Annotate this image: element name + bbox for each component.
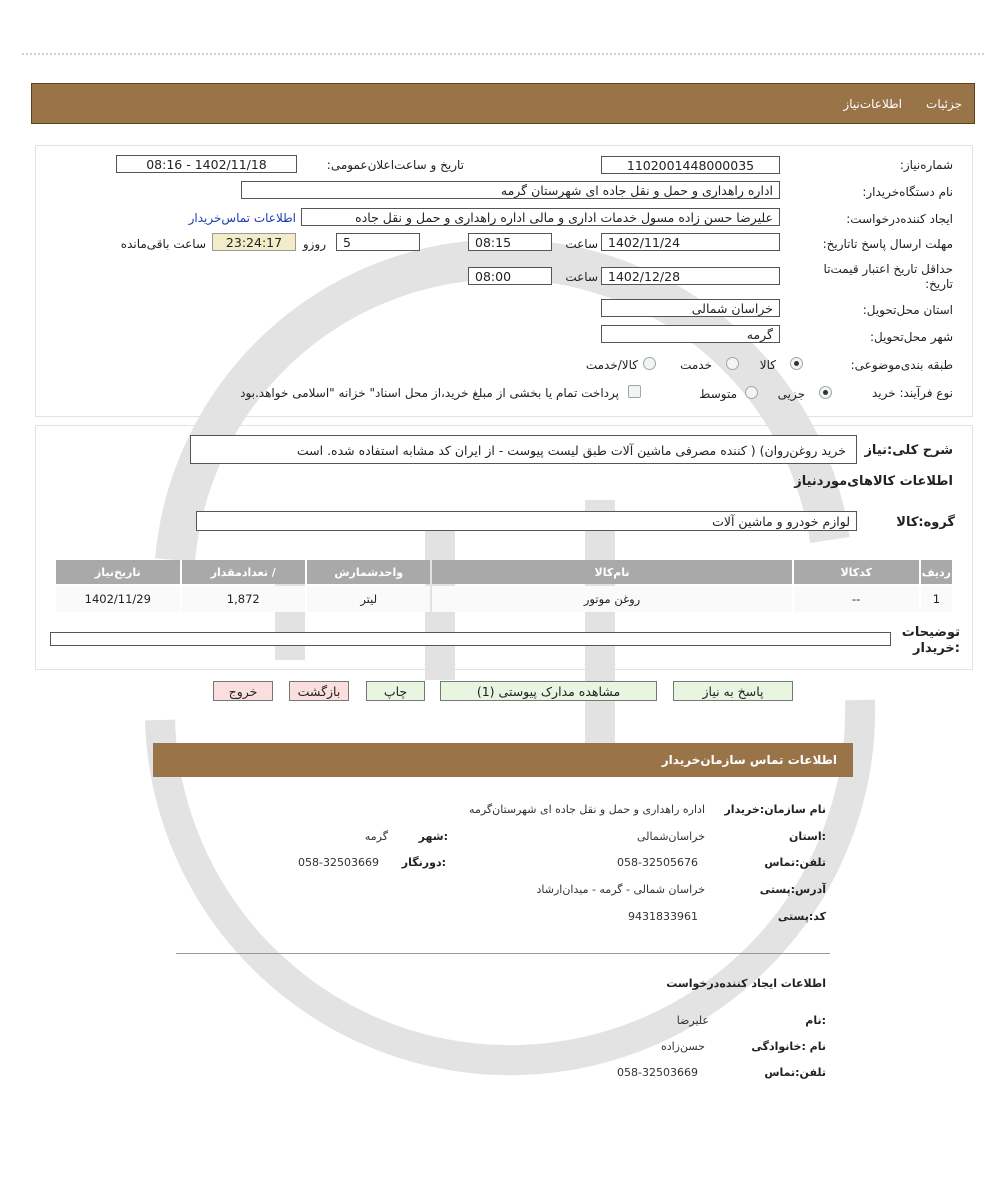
tab-need-info[interactable]: اطلاعات‌نیاز (843, 97, 902, 111)
col-row: ردیف (921, 560, 952, 584)
goods-table (54, 558, 954, 614)
contact-phone-label: تلفن‌:تماس (764, 856, 826, 869)
contact-city-label: :شهر (418, 830, 448, 843)
contact-title: اطلاعات تماس سازمان‌خریدار (661, 753, 837, 767)
creator-field[interactable]: علیرضا حسن زاده مسول خدمات اداری و مالی اداره راهداری و حمل و نقل جاده (301, 208, 780, 226)
reply-button[interactable]: پاسخ به نیاز (673, 681, 793, 701)
creator-family-value: حسن‌زاده (660, 1040, 705, 1053)
goods-info-title: اطلاعات کالاهای‌موردنیاز (794, 474, 953, 489)
col-unit: واحدشمارش (307, 560, 431, 584)
contact-divider (176, 953, 830, 954)
radio-goods-service[interactable] (643, 357, 656, 370)
postal-value: 9431833961 (628, 910, 698, 923)
cell-code: -- (794, 586, 919, 612)
validity-time-field[interactable]: 08:00 (468, 267, 552, 285)
remaining-time: 23:24:17 (212, 233, 296, 251)
radio-small[interactable] (819, 386, 832, 399)
radio-goods[interactable] (790, 357, 803, 370)
attachments-button[interactable]: مشاهده مدارک پیوستی (1) (440, 681, 657, 701)
contact-city-value: گرمه (364, 830, 388, 843)
creator-name-label: :نام (805, 1014, 826, 1027)
buyer-notes-field[interactable] (50, 632, 891, 646)
category-label: طبقه بندی‌موضوعی: (850, 358, 953, 372)
payment-note: پرداخت تمام یا بخشی از مبلغ خرید،از محل اسناد" خزانه "اسلامی خواهد.بود (240, 386, 619, 400)
address-value: خراسان شمالی - گرمه - میدان‌ارشاد (536, 883, 705, 896)
exit-button[interactable]: خروج (213, 681, 273, 701)
payment-checkbox[interactable] (628, 385, 641, 398)
creator-family-label: نام :خانوادگی (751, 1040, 826, 1053)
radio-medium-label: متوسط (699, 387, 737, 401)
page-header (31, 83, 975, 124)
group-label: گروه‌:کالا (896, 515, 955, 530)
table-row (56, 586, 952, 612)
need-number-label: شماره‌نیاز: (899, 158, 953, 172)
deadline-time-label: ساعت (565, 237, 598, 251)
validity-time-label: ساعت (565, 270, 598, 284)
buyer-label: نام دستگاه‌خریدار: (862, 185, 953, 199)
radio-goods-service-label: کالا/خدمت (585, 358, 638, 372)
process-label: نوع فرآیند: خرید (872, 386, 953, 400)
radio-small-label: جزیی (777, 387, 805, 401)
col-date: تاریخ‌نیاز (56, 560, 180, 584)
cell-name: روغن موتور (432, 586, 791, 612)
days-field[interactable]: 5 (336, 233, 420, 251)
print-button[interactable]: چاپ (366, 681, 425, 701)
announce-label: تاریخ و ساعت‌اعلان‌عمومی: (326, 158, 464, 172)
cell-row: 1 (921, 586, 952, 612)
province-field[interactable]: خراسان شمالی (601, 299, 780, 317)
cell-qty: 1,872 (182, 586, 305, 612)
days-label: روزو (302, 237, 326, 251)
contact-info-link[interactable]: اطلاعات تماس‌خریدار (188, 211, 296, 225)
province-label: استان محل‌تحویل: (862, 303, 953, 317)
creator-phone-label: تلفن‌:تماس (764, 1066, 826, 1079)
need-number-field[interactable]: 1102001448000035 (601, 156, 780, 174)
contact-fax-label: :دورنگار (401, 856, 446, 869)
col-qty: / تعدادمقدار (182, 560, 305, 584)
validity-date-field[interactable]: 1402/12/28 (601, 267, 780, 285)
buyer-notes-label: توضیحات :خریدار (901, 625, 960, 656)
back-button[interactable]: بازگشت (289, 681, 349, 701)
contact-province-label: :استان (789, 830, 826, 843)
cell-date: 1402/11/29 (56, 586, 180, 612)
radio-service[interactable] (726, 357, 739, 370)
deadline-time-field[interactable]: 08:15 (468, 233, 552, 251)
creator-label: ایجاد کننده‌درخواست: (846, 212, 953, 226)
radio-goods-label: کالا (759, 358, 776, 372)
cell-unit: لیتر (307, 586, 431, 612)
contact-header (153, 743, 853, 777)
creator-name-value: علیرضا (676, 1014, 709, 1027)
org-label: نام سازمان‌:خریدار (724, 803, 826, 816)
remaining-label: ساعت باقی‌مانده (120, 237, 206, 251)
city-field[interactable]: گرمه (601, 325, 780, 343)
deadline-date-field[interactable]: 1402/11/24 (601, 233, 780, 251)
contact-fax-value: 058-32503669 (298, 856, 379, 869)
city-label: شهر محل‌تحویل: (869, 330, 953, 344)
top-separator (22, 53, 984, 55)
address-label: آدرس‌:پستی (759, 883, 826, 896)
contact-province-value: خراسان‌شمالی (636, 830, 705, 843)
validity-label: حداقل تاریخ اعتبار قیمت‌تا تاریخ: (823, 262, 953, 291)
org-value: اداره راهداری و حمل و نقل جاده ای شهرستان‌گرمه (469, 803, 705, 816)
radio-medium[interactable] (745, 386, 758, 399)
summary-label: شرح کلی‌:نیاز (864, 443, 953, 458)
col-code: کدکالا (794, 560, 919, 584)
buyer-field[interactable]: اداره راهداری و حمل و نقل جاده ای شهرستان گرمه (241, 181, 780, 199)
col-name: نام‌کالا (432, 560, 791, 584)
creator-phone-value: 058-32503669 (617, 1066, 698, 1079)
tab-details[interactable]: جزئیات (926, 97, 962, 111)
creator-info-title: اطلاعات ایجاد کننده‌درخواست (666, 977, 826, 990)
summary-field[interactable]: خرید روغن‌روان) ( کننده مصرفی ماشین آلات طبق لیست پیوست - از ایران کد مشابه استفاده شده. است (190, 435, 857, 464)
contact-phone-value: 058-32505676 (617, 856, 698, 869)
group-field[interactable]: لوازم خودرو و ماشین آلات (196, 511, 857, 531)
deadline-label: مهلت ارسال پاسخ تا‌تاریخ: (822, 237, 953, 251)
announce-field[interactable]: 1402/11/18 - 08:16 (116, 155, 297, 173)
radio-service-label: خدمت (680, 358, 712, 372)
postal-label: کد‌:پستی (777, 910, 826, 923)
